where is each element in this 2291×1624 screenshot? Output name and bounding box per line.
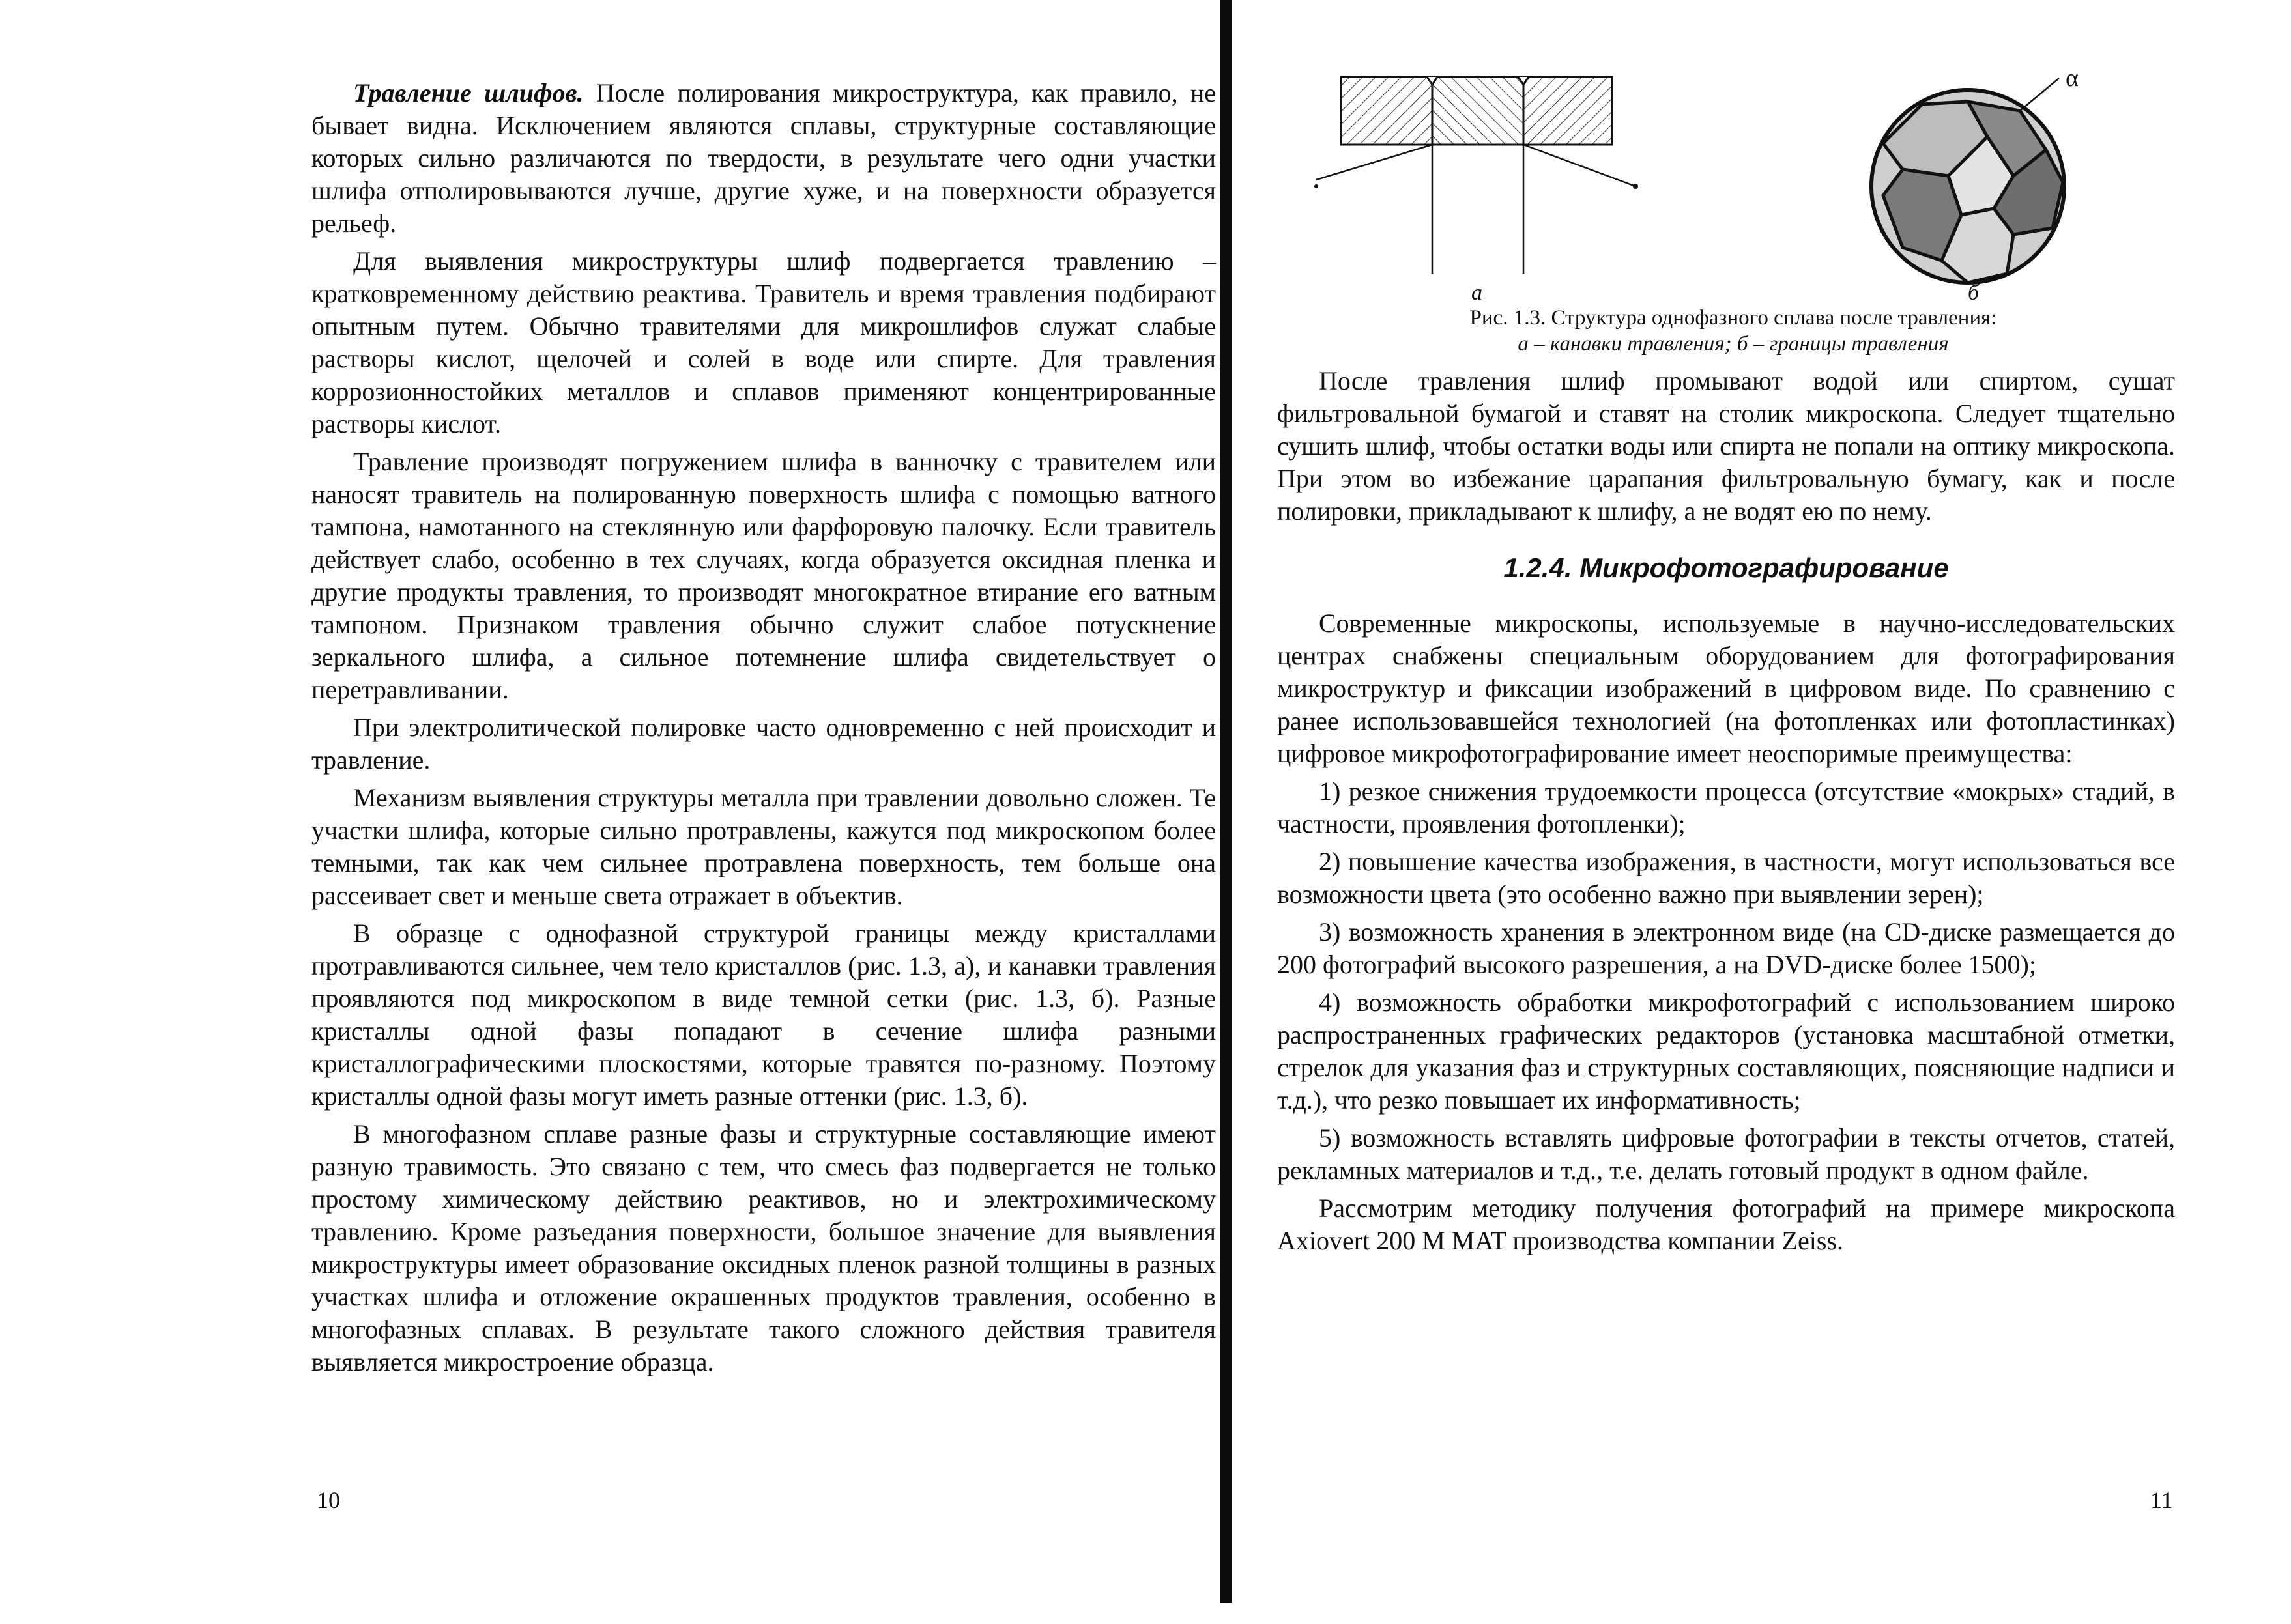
section-heading: 1.2.4. Микрофотографирование xyxy=(1503,552,1949,583)
paragraph: В многофазном сплаве разные фазы и структурные составляющие имеют разную травимость. Это связано с тем, что смесь фаз подвергается не только простому химическому действию реактивов, но и электрохимическому травлению. Кроме разъедания поверхности, большое значение для выявления микроструктуры имеет образование оксидных пленок разной толщины в разных участках шлифа и отложение окрашенных продуктов травления, особенно в многофазных сплавах. В результате такого сложного действия травителя выявляется микростроение образца. xyxy=(311,1119,1216,1376)
list-item: 1) резкое снижения трудоемкости процесса (отсутствие «мокрых» стадий, в частности, проявления фотопленки); xyxy=(1277,776,2175,838)
left-page-text xyxy=(311,77,1216,1378)
figure-caption xyxy=(1297,305,2170,357)
figure-drawing xyxy=(1297,65,2196,313)
figure-label-a: а xyxy=(1471,281,1482,305)
paragraph: Рассмотрим методику получения фотографий на примере микроскопа Axiovert 200 M MAT производства компании Zeiss. xyxy=(1277,1193,2175,1255)
figure-label-b: б xyxy=(1968,281,1980,305)
list-item: 4) возможность обработки микрофотографий с использованием широко распространенных графических редакторов (установка масштабной отметки, стрелок для указания фаз и структурных составляющих, поясняющие надписи и т.д.), что резко повышает их информативность; xyxy=(1277,988,2175,1115)
figure-label-alpha: α xyxy=(2066,64,2079,92)
page-number-left: 10 xyxy=(317,1487,340,1513)
paragraph: Современные микроскопы, используемые в научно-исследовательских центрах снабжены специальным оборудованием для фотографирования микроструктур и фиксации изображений в цифровом виде. По сравнению с ранее использовавшейся технологией (на фотопленках или фотопластинках) цифровое микрофотографирование имеет неоспоримые преимущества: xyxy=(1277,608,2175,768)
paragraph: Травление производят погружением шлифа в ванночку с травителем или наносят травитель на полированную поверхность шлифа с помощью ватного тампона, намотанного на стеклянную или фарфоровую палочку. Если травитель действует слабо, особенно в тех случаях, когда образуется оксидная пленка и другие продукты травления, то производят многократное втирание его ватным тампоном. Признаком травления обычно служит слабое потускнение зеркального шлифа, а сильное потемнение шлифа свидетельствует о перетравливании. xyxy=(311,447,1216,704)
paragraph: В образце с однофазной структурой границы между кристаллами протравливаются сильнее, чем тело кристаллов (рис. 1.3, а), и канавки травления проявляются под микроскопом в виде темной сетки (рис. 1.3, б). Разные кристаллы одной фазы попадают в сечение шлифа разными кристаллографическими плоскостями, которые травятся по-разному. Поэтому кристаллы одной фазы могут иметь разные оттенки (рис. 1.3, б). xyxy=(311,919,1216,1111)
right-page-text xyxy=(1277,365,2175,1257)
list-item: 3) возможность хранения в электронном виде (на CD-диске размещается до 200 фотографий высокого разрешения, а на DVD-диске более 1500); xyxy=(1277,917,2175,979)
book-spine xyxy=(1220,0,1232,1603)
figure-caption-legend: а – канавки травления; б – границы травления xyxy=(1518,332,1949,356)
grain-block-diagram xyxy=(1314,77,1638,274)
paragraph: Для выявления микроструктуры шлиф подвергается травлению – кратковременному действию реактива. Травитель и время травления подбирают опытным путем. Обычно травителями для микрошлифов служат слабые растворы кислот, щелочей и солей в воде или спирте. Для травления коррозионностойких металлов и сплавов применяют концентрированные растворы кислот. xyxy=(311,246,1216,438)
page-number-right: 11 xyxy=(2150,1487,2173,1513)
list-item: 5) возможность вставлять цифровые фотографии в тексты отчетов, статей, рекламных материалов и т.д., т.е. делать готовый продукт в одном файле. xyxy=(1277,1123,2175,1185)
paragraph: При электролитической полировке часто одновременно с ней происходит и травление. xyxy=(311,713,1216,775)
paragraph: После травления шлиф промывают водой или спиртом, сушат фильтровальной бумагой и ставят на столик микроскопа. Следует тщательно сушить шлиф, чтобы остатки воды или спирта не попали на оптику микроскопа. При этом во избежание царапания фильтровальную бумагу, как и после полировки, прикладывают к шлифу, а не водят ею по нему. xyxy=(1277,366,2175,526)
paragraph: Травление шлифов. После полирования микроструктура, как правило, не бывает видна. Исключением являются сплавы, структурные составляющие которых сильно различаются по твердости, в результате чего одни участки шлифа отполировываются лучше, другие хуже, и на поверхности образуется рельеф. xyxy=(311,78,1216,238)
run-in-heading: Травление шлифов. xyxy=(353,78,584,107)
paragraph: Механизм выявления структуры металла при травлении довольно сложен. Те участки шлифа, которые сильно протравлены, кажутся под микроскопом более темными, так как чем сильнее протравлена поверхность, тем больше она рассеивает свет и меньше света отражает в объектив. xyxy=(311,783,1216,910)
figure-caption-title: Рис. 1.3. Структура однофазного сплава после травления: xyxy=(1469,306,1997,330)
grain-boundary-circle xyxy=(1871,78,2064,283)
list-item: 2) повышение качества изображения, в частности, могут использоваться все возможности цвета (это особенно важно при выявлении зерен); xyxy=(1277,847,2175,909)
